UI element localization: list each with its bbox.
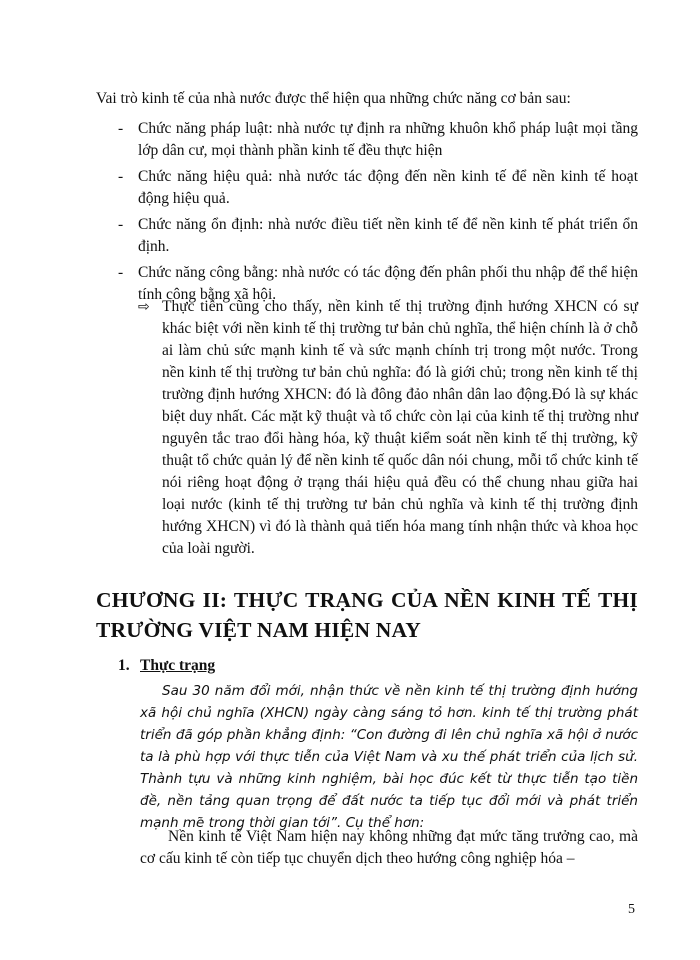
bullet-dash: - <box>118 120 124 137</box>
body-paragraph: Nền kinh tế Việt Nam hiện nay không những đạt mức tăng trưởng cao, mà cơ cấu kinh tế còn tiếp tục chuyển dịch theo hướng công nghiệp hóa – <box>140 828 638 867</box>
section-number: 1. <box>118 657 130 674</box>
section-title: Thực trạng <box>140 657 216 674</box>
list-item-text: Chức năng pháp luật: nhà nước tự định ra những khuôn khổ pháp luật mọi tầng lớp dân cư, mọi thành phần kinh tế đều thực hiện <box>138 120 638 159</box>
list-item <box>96 166 638 210</box>
section-heading <box>118 656 215 676</box>
list-item <box>96 118 638 162</box>
list-item-text: Chức năng hiệu quả: nhà nước tác động đến nền kinh tế để nền kinh tế hoạt động hiệu quả. <box>138 168 638 207</box>
quote-paragraph: Sau 30 năm đổi mới, nhận thức về nền kinh tế thị trường định hướng xã hội chủ nghĩa (XHCN) ngày càng sáng tỏ hơn. kinh tế thị trường phát triển đã góp phần khẳng định: “Con đường đi lên chủ nghĩa xã hội ở nước ta là phù hợp với thực tiễn của Việt Nam và xu thế phát triển của lịch sử. Thành tựu và những kinh nghiệm, bài học đúc kết từ thực tiễn tạo tiền đề, nền tảng quan trọng để đất nước ta tiếp tục đổi mới và phát triển mạnh mẽ trong thời gian tới”. Cụ thể hơn: <box>140 683 638 831</box>
page-number: 5 <box>628 902 635 917</box>
bullet-dash: - <box>118 216 124 233</box>
bullet-dash: - <box>118 264 124 281</box>
conclusion-text: Thực tiễn cũng cho thấy, nền kinh tế thị trường định hướng XHCN có sự khác biệt với nền kinh tế thị trường tư bản chủ nghĩa, thể hiện chính là ở chỗ ai làm chủ sức mạnh kinh tế và sức mạnh chính trị trong một nước. Trong nền kinh tế thị trường tư bản chủ nghĩa: đó là giới chủ; trong nền kinh tế thị trường định hướng XHCN: đó là đông đảo nhân dân lao động.Đó là sự khác biệt duy nhất. Các mặt kỹ thuật và tổ chức còn lại của kinh tế thị trường như nguyên tắc trao đổi hàng hóa, kỹ thuật kiểm soát nền kinh tế thị trường, kỹ thuật tổ chức quản lý để nền kinh tế quốc dân nói chung, mỗi tổ chức kinh tế nói riêng hoạt động ở trạng thái hiệu quả đều có thể chung nhau giữa hai loại nước (kinh tế thị trường tư bản chủ nghĩa và kinh tế thị trường định hướng XHCN) vì đó là thành quả tiến hóa mang tính nhận thức và khoa học của loài người. <box>162 298 638 557</box>
list-item <box>96 214 638 258</box>
arrow-right-icon: ⇨ <box>138 299 150 315</box>
conclusion-block <box>134 296 638 560</box>
function-list <box>96 118 638 310</box>
list-item-text: Chức năng công bằng: nhà nước có tác động đến phân phối thu nhập để thể hiện tính công bằng xã hội. <box>138 264 638 303</box>
intro-text: Vai trò kinh tế của nhà nước được thể hiện qua những chức năng cơ bản sau: <box>96 90 571 107</box>
bullet-dash: - <box>118 168 124 185</box>
list-item-text: Chức năng ổn định: nhà nước điều tiết nền kinh tế để nền kinh tế phát triển ổn định. <box>138 216 638 255</box>
chapter-title: CHƯƠNG II: THỰC TRẠNG CỦA NỀN KINH TẾ THỊ TRƯỜNG VIỆT NAM HIỆN NAY <box>96 588 638 642</box>
